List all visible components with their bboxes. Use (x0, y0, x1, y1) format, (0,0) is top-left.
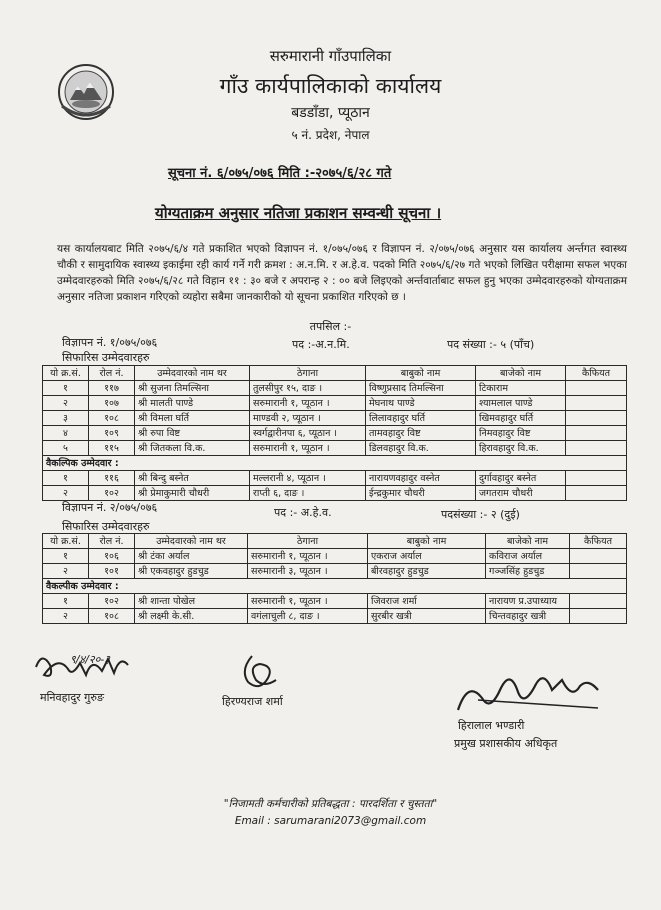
cell-grandfather: दुर्गावहादुर बस्नेत (476, 471, 566, 486)
cell-father: सुरबीर खत्री (368, 609, 486, 624)
column-header: यो क्र.सं. (43, 366, 89, 381)
notice-number-date: सूचना नं. ६/०७५/०७६ मिति :-२०७५/६/२८ गते (168, 166, 392, 181)
ad1-recommended-table (42, 365, 627, 501)
cell-address: सरुमारानी १, प्यूठान । (250, 441, 366, 456)
right-signatory-title: प्रमुख प्रशासकीय अधिकृत (454, 737, 558, 750)
column-header: ठेगाना (248, 534, 368, 549)
cell-remark (566, 486, 627, 501)
cell-father: एकराज अर्याल (368, 549, 486, 564)
cell-sn: १ (43, 471, 89, 486)
cell-grandfather: हिरावहादुर वि.क. (476, 441, 566, 456)
cell-name: श्री जितकला वि.क. (135, 441, 250, 456)
cell-name: श्री विमला घर्ति (135, 411, 250, 426)
cell-sn: १ (43, 549, 89, 564)
column-header: कैफियत (570, 534, 627, 549)
cell-grandfather: जगतराम चौधरी (476, 486, 566, 501)
cell-name: श्री मालती पाण्डे (135, 396, 250, 411)
cell-address: सरुमारानी ३, प्यूठान । (248, 564, 368, 579)
cell-sn: १ (43, 381, 89, 396)
cell-address: सरुमारानी १, प्यूठान । (248, 594, 368, 609)
cell-remark (566, 471, 627, 486)
cell-father: मेघनाथ पाण्डे (366, 396, 476, 411)
column-header: बाजेको नाम (486, 534, 570, 549)
cell-roll: १०२ (89, 486, 135, 501)
tapasil-label: तपसिल :- (309, 320, 352, 333)
cell-name: श्री सुजना तिमल्सिना (135, 381, 250, 396)
cell-father: बीरवहादुर हुडचुड (368, 564, 486, 579)
table-row (43, 426, 627, 441)
cell-remark (566, 411, 627, 426)
cell-remark (570, 549, 627, 564)
cell-name: श्री प्रेमाकुमारी चौधरी (135, 486, 250, 501)
cell-address: राप्ती ६, दाङ । (250, 486, 366, 501)
cell-remark (566, 426, 627, 441)
cell-grandfather: गञ्जसिंह हुडचुड (486, 564, 570, 579)
cell-grandfather: चिन्तवहादुर खत्री (486, 609, 570, 624)
cell-name: श्री रुपा विष्ट (135, 426, 250, 441)
ad1-count: पद संख्या :- ५ (पाँच) (447, 338, 535, 351)
ad2-recommended-label: सिफारिस उम्मेदवारहरु (62, 520, 150, 533)
table-row (43, 609, 627, 624)
cell-father: डिलवहादुर वि.क. (366, 441, 476, 456)
office-name: गाँउ कार्यपालिकाको कार्यालय (219, 74, 442, 98)
cell-roll: ११७ (89, 381, 135, 396)
cell-roll: १०७ (89, 396, 135, 411)
table-row (43, 381, 627, 396)
office-location: बडडाँडा, प्यूठान (291, 105, 370, 121)
ad1-number: विज्ञापन नं. १/०७५/०७६ (62, 336, 158, 349)
ad2-number: विज्ञापन नं. २/०७५/०७६ (62, 501, 158, 514)
province-line: ५ नं. प्रदेश, नेपाल (291, 128, 370, 142)
footer-motto: "निजामती कर्मचारीको प्रतिबद्धता : पारदर्शिता र चुस्तता" (223, 798, 438, 810)
cell-sn: १ (43, 594, 89, 609)
cell-grandfather: खिमवहादुर घर्ति (476, 411, 566, 426)
table-row (43, 594, 627, 609)
ad1-alternate-label: वैकल्पिक उम्मेदवार : (43, 456, 627, 471)
cell-sn: २ (43, 396, 89, 411)
cell-roll: १०९ (89, 426, 135, 441)
cell-roll: १०८ (89, 411, 135, 426)
cell-address: मल्लरानी ४, प्यूठान । (250, 471, 366, 486)
column-header: बाबुको नाम (366, 366, 476, 381)
table-row (43, 411, 627, 426)
cell-address: तुलसीपुर १५, दाङ । (250, 381, 366, 396)
table-header-row (43, 534, 627, 549)
cell-grandfather: श्यामलाल पाण्डे (476, 396, 566, 411)
cell-roll: १०२ (89, 594, 135, 609)
cell-grandfather: नारायण प्र.उपाध्याय (486, 594, 570, 609)
table-header-row (43, 366, 627, 381)
cell-father: जिवराज शर्मा (368, 594, 486, 609)
cell-name: श्री टंका अर्याल (135, 549, 248, 564)
cell-father: नारायणवहादुर वस्नेत (366, 471, 476, 486)
cell-father: विष्णुप्रसाद तिमल्सिना (366, 381, 476, 396)
cell-roll: १०८ (89, 609, 135, 624)
cell-address: सरुमारानी १, प्यूठान । (250, 396, 366, 411)
column-header: यो क्र.सं. (43, 534, 89, 549)
cell-remark (570, 594, 627, 609)
ad2-count: पदसंख्या :- २ (दुई) (441, 508, 520, 521)
cell-father: ईन्द्रकुमार चौधरी (366, 486, 476, 501)
cell-address: माण्डवी २, प्यूठान । (250, 411, 366, 426)
column-header: कैफियत (566, 366, 627, 381)
table-row (43, 564, 627, 579)
cell-sn: ५ (43, 441, 89, 456)
table-row (43, 471, 627, 486)
cell-sn: २ (43, 486, 89, 501)
notice-body: यस कार्यालयबाट मिति २०७५/६/४ गते प्रकाशित भएको विज्ञापन नं. १/०७५/०७६ र विज्ञापन नं. २/०७५/०७६ अनुसार यस कार्यालय अर्न्तगत स्वास्थ्य चौकी र सामुदायिक स्वास्थ्य इकाईमा रही कार्य गर्ने गरी क्रमश : अ.न.मि. र अ.हे.व. पदको मिति २०७५/६/२७ गते भएको लिखित परीक्षामा सफल भएका उम्मेदवारहरुको मिति २०७५/६/२८ गते विहान ११ : ३० बजे र अपरान्ह २ : ०० बजे लिइएको अर्न्तवार्ताबाट सफल हुनु भएका उम्मेदवारहरुको योग्यताक्रम अनुसार नतिजा प्रकाशन गरिएको व्यहोरा सबैमा जानकारीको यो सूचना प्रकाशित गरिएको छ । (57, 243, 627, 303)
ad1-recommended-label: सिफारिस उम्मेदवारहरु (62, 351, 150, 364)
cell-address: वगंलाचुली ८, दाङ । (248, 609, 368, 624)
table-row (43, 486, 627, 501)
cell-remark (570, 564, 627, 579)
municipality-name: सरुमारानी गाँउपालिका (269, 47, 392, 65)
cell-name: श्री बिन्दु बस्नेत (135, 471, 250, 486)
cell-roll: ११६ (89, 471, 135, 486)
cell-address: स्वर्गद्वारीनपा ६, प्यूठान । (250, 426, 366, 441)
table-row (43, 396, 627, 411)
footer-email: Email : sarumarani2073@gmail.com (234, 815, 427, 827)
cell-sn: २ (43, 564, 89, 579)
cell-sn: ४ (43, 426, 89, 441)
column-header: रोल नं. (89, 366, 135, 381)
cell-remark (570, 609, 627, 624)
cell-sn: २ (43, 609, 89, 624)
middle-signature (230, 650, 290, 695)
column-header: ठेगाना (250, 366, 366, 381)
column-header: उम्मेदवारको नाम थर (135, 534, 248, 549)
cell-remark (566, 441, 627, 456)
cell-grandfather: कविराज अर्याल (486, 549, 570, 564)
column-header: रोल नं. (89, 534, 135, 549)
cell-name: श्री लक्ष्मी के.सी. (135, 609, 248, 624)
cell-grandfather: टिकाराम (476, 381, 566, 396)
left-signatory-name: मनिवहादुर गुरुङ (40, 691, 104, 704)
cell-roll: १०६ (89, 549, 135, 564)
cell-father: तामवहादुर विष्ट (366, 426, 476, 441)
ad2-recommended-table (42, 533, 627, 624)
cell-roll: १०१ (89, 564, 135, 579)
ad2-post: पद :- अ.हे.व. (274, 506, 332, 519)
alternate-label-row (43, 456, 627, 471)
cell-name: श्री शान्ता पोखेल (135, 594, 248, 609)
table-row (43, 441, 627, 456)
left-signature-date: ९/४/२०-३ (70, 653, 110, 666)
column-header: बाजेको नाम (476, 366, 566, 381)
cell-address: सरुमारानी १, प्यूठान । (248, 549, 368, 564)
cell-grandfather: निमवहादुर विष्ट (476, 426, 566, 441)
cell-sn: ३ (43, 411, 89, 426)
column-header: बाबुको नाम (368, 534, 486, 549)
cell-father: लिलावहादुर घर्ति (366, 411, 476, 426)
ad2-alternate-label: वैकल्पीक उम्मेदवार : (43, 579, 627, 594)
alternate-label-row (43, 579, 627, 594)
cell-roll: ११५ (89, 441, 135, 456)
table-row (43, 549, 627, 564)
cell-remark (566, 381, 627, 396)
column-header: उम्मेदवारको नाम थर (135, 366, 250, 381)
middle-signatory-name: हिरण्यराज शर्मा (222, 695, 283, 708)
cell-remark (566, 396, 627, 411)
ad1-post: पद :-अ.न.मि. (292, 338, 350, 351)
notice-subject: योग्यताक्रम अनुसार नतिजा प्रकाशन सम्वन्धी सूचना । (155, 204, 442, 222)
cell-name: श्री एकवहादुर हुडचुड (135, 564, 248, 579)
right-signatory-name: हिरालाल भण्डारी (458, 719, 525, 732)
